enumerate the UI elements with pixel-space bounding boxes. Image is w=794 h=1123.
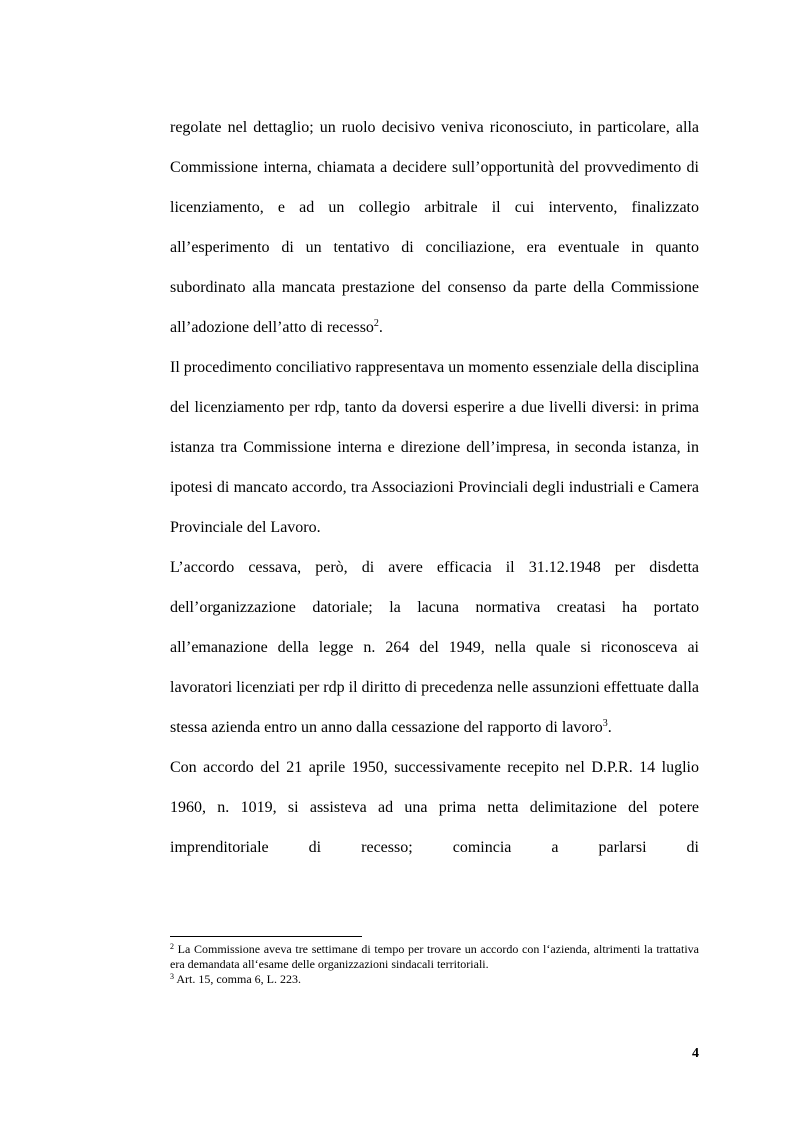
footnote-ref-3[interactable]: 3: [602, 718, 608, 729]
footnote-3-text: Art. 15, comma 6, L. 223.: [174, 972, 301, 986]
footnote-2-text: La Commissione aveva tre settimane di tempo per trovare un accordo con l‘azienda, altrimenti la trattativa era demandata all‘esame delle organizzazioni sindacali territoriali.: [170, 942, 699, 971]
paragraph-4-text: Con accordo del 21 aprile 1950, successivamente recepito nel D.P.R. 14 luglio 1960, n. 1019, si assisteva ad una prima netta delimitazione del potere imprenditoriale di recesso; comincia a parlarsi di: [170, 759, 699, 856]
footnote-2: [170, 942, 699, 972]
paragraph-1-end: .: [378, 319, 383, 336]
footnote-separator: [170, 936, 362, 937]
paragraph-1-text: regolate nel dettaglio; un ruolo decisivo veniva riconosciuto, in particolare, alla Commissione interna, chiamata a decidere sull’opportunità del provvedimento di licenziamento, e ad un collegio arbitrale il cui intervento, finalizzato all’esperimento di un tentativo di conciliazione, era eventuale in quanto subordinato alla mancata prestazione del consenso da parte della Commissione all’adozione dell’atto di recesso: [170, 119, 699, 336]
footnote-3-number: 3: [170, 972, 174, 981]
paragraph-4: [170, 748, 699, 868]
paragraph-2-text: Il procedimento conciliativo rappresentava un momento essenziale della disciplina del licenziamento per rdp, tanto da doversi esperire a due livelli diversi: in prima istanza tra Commissione interna e direzione dell’impresa, in seconda istanza, in ipotesi di mancato accordo, tra Associazioni Provinciali degli industriali e Camera Provinciale del Lavoro.: [170, 359, 699, 536]
page-number: 4: [692, 1046, 699, 1061]
paragraph-3: [170, 548, 699, 748]
paragraph-1: [170, 108, 699, 348]
paragraph-3-text: L’accordo cessava, però, di avere efficacia il 31.12.1948 per disdetta dell’organizzazione datoriale; la lacuna normativa creatasi ha portato all’emanazione della legge n. 264 del 1949, nella quale si riconosceva ai lavoratori licenziati per rdp il diritto di precedenza nelle assunzioni effettuate dalla stessa azienda entro un anno dalla cessazione del rapporto di lavoro: [170, 559, 699, 736]
footnote-2-number: 2: [170, 942, 174, 951]
paragraph-2: [170, 348, 699, 548]
footnotes: [170, 942, 699, 987]
body-text: [170, 108, 699, 868]
footnote-3: [170, 972, 699, 987]
footnote-ref-2[interactable]: 2: [373, 318, 379, 329]
paragraph-3-end: .: [607, 719, 612, 736]
